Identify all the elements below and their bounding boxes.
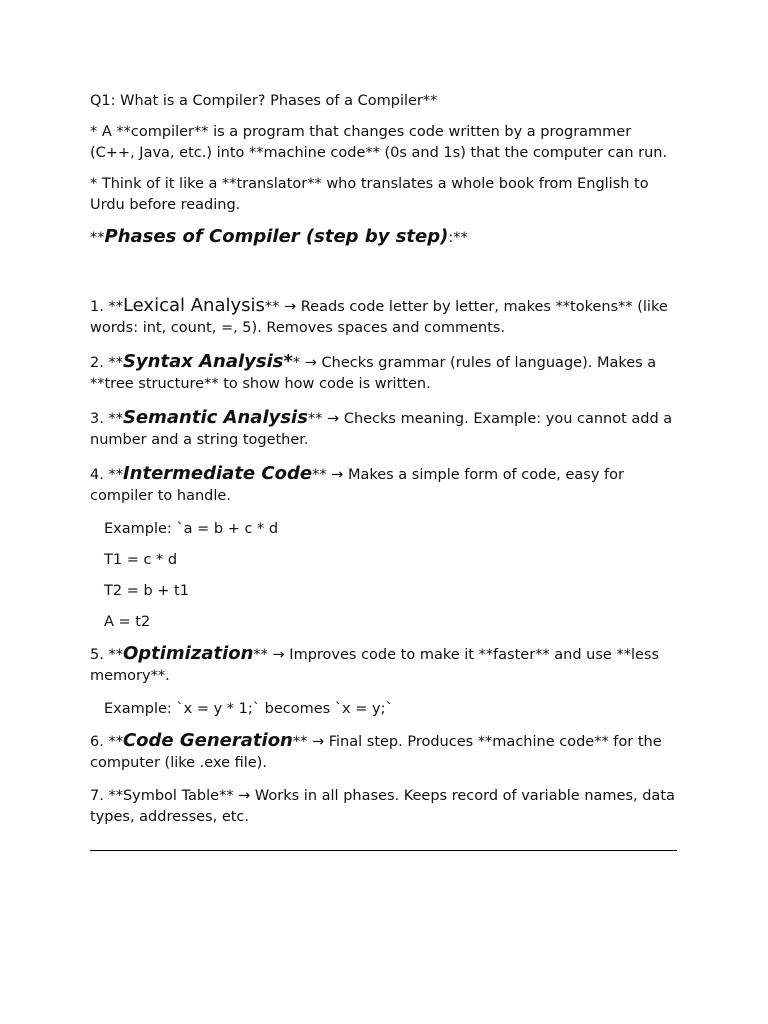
phase-description: ** → Final step. Produces **machine code** for the computer (like .exe file). bbox=[90, 734, 662, 771]
phase-description: ** → Reads code letter by letter, makes **tokens** (like words: int, count, =, 5). Removes spaces and comments. bbox=[90, 299, 668, 336]
phases-heading-prefix: ** bbox=[90, 230, 105, 246]
example-code-line: T1 = c * d bbox=[104, 552, 178, 568]
phase-number: 5. ** bbox=[90, 647, 123, 663]
phase-item-code-generation bbox=[90, 730, 680, 774]
compiler-definition-paragraph: * A **compiler** is a program that changes code written by a programmer (C++, Java, etc.) into **machine code** (0s and 1s) that the computer can run. bbox=[90, 124, 668, 161]
phase-number: 4. ** bbox=[90, 467, 123, 483]
phase-description: * → Checks grammar (rules of language). Makes a **tree structure** to show how code is written. bbox=[90, 355, 657, 392]
phase-description: ** → Improves code to make it **faster** and use **less memory**. bbox=[90, 647, 660, 684]
phase-item-symbol-table: 7. **Symbol Table** → Works in all phases. Keeps record of variable names, data types, addresses, etc. bbox=[90, 788, 675, 825]
optimization-example: Example: `x = y * 1;` becomes `x = y;` bbox=[104, 701, 393, 717]
phase-item-lexical-analysis bbox=[90, 295, 680, 339]
example-code-line: A = t2 bbox=[104, 614, 151, 630]
phase-description: ** → Makes a simple form of code, easy for compiler to handle. bbox=[90, 467, 624, 504]
phase-name: Syntax Analysis* bbox=[122, 351, 293, 372]
phases-heading-suffix: :** bbox=[448, 230, 468, 246]
example-code-line: T2 = b + t1 bbox=[104, 583, 189, 599]
phase-name: Semantic Analysis bbox=[122, 407, 308, 428]
phase-item-semantic-analysis bbox=[90, 407, 680, 451]
phase-name: Lexical Analysis bbox=[122, 295, 265, 316]
horizontal-divider bbox=[90, 850, 677, 851]
translator-analogy-paragraph: * Think of it like a **translator** who translates a whole book from English to Urdu before reading. bbox=[90, 176, 649, 213]
phase-item-optimization bbox=[90, 643, 680, 687]
document-page bbox=[90, 91, 680, 851]
phases-heading-title: Phases of Compiler (step by step) bbox=[104, 226, 449, 247]
phase-item-intermediate-code bbox=[90, 463, 680, 507]
phase-item-syntax-analysis bbox=[90, 351, 680, 395]
phase-number: 2. ** bbox=[90, 355, 123, 371]
example-code-line: Example: `a = b + c * d bbox=[104, 521, 279, 537]
phase-number: 3. ** bbox=[90, 411, 123, 427]
phase-name: Optimization bbox=[122, 643, 254, 664]
phase-name: Code Generation bbox=[122, 730, 293, 751]
phase-name: Intermediate Code bbox=[122, 463, 313, 484]
phases-heading bbox=[90, 226, 680, 249]
phase-number: 6. ** bbox=[90, 734, 123, 750]
phase-description: ** → Checks meaning. Example: you cannot add a number and a string together. bbox=[90, 411, 673, 448]
phase-number: 1. ** bbox=[90, 299, 123, 315]
question-title: Q1: What is a Compiler? Phases of a Compiler** bbox=[90, 93, 438, 109]
